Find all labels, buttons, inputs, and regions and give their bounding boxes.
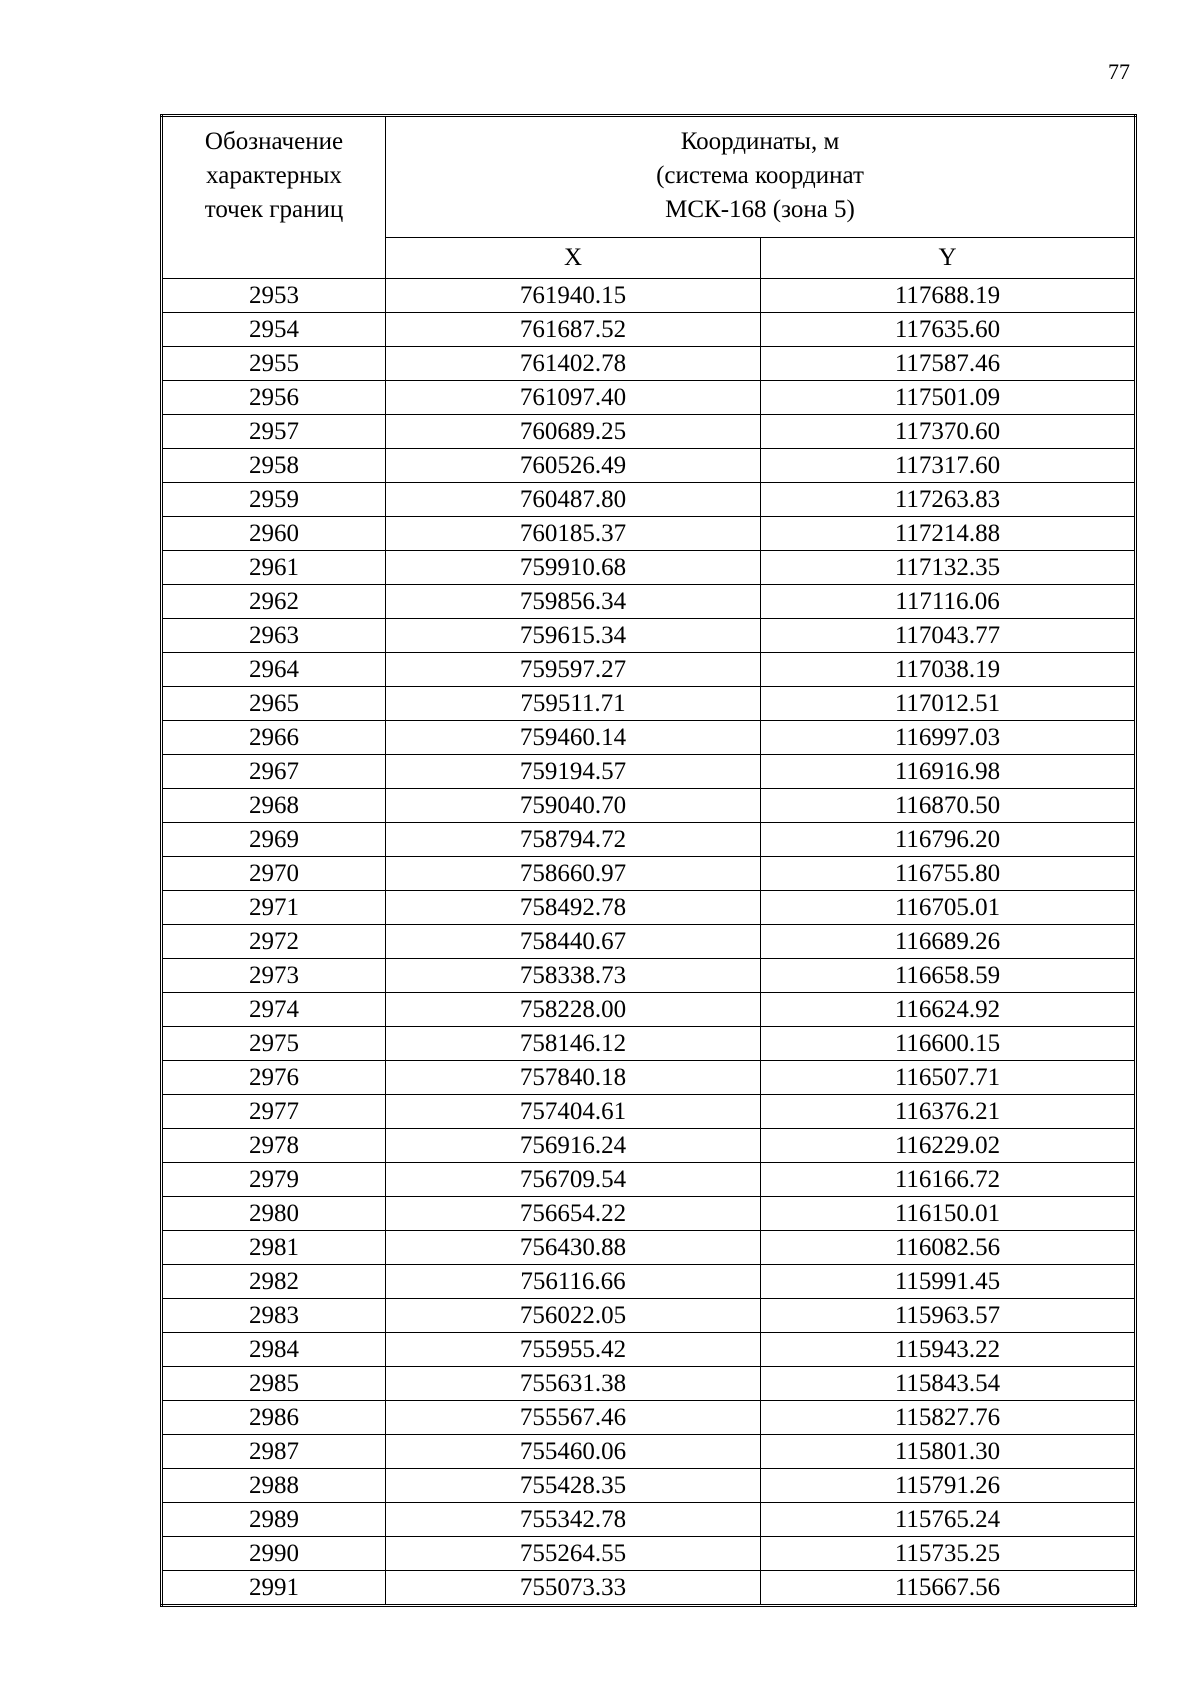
x-cell: 755460.06 <box>386 1435 761 1469</box>
y-cell: 117038.19 <box>761 653 1136 687</box>
x-cell: 759194.57 <box>386 755 761 789</box>
point-cell: 2964 <box>162 653 386 687</box>
x-cell: 757840.18 <box>386 1061 761 1095</box>
x-cell: 758338.73 <box>386 959 761 993</box>
x-cell: 755631.38 <box>386 1367 761 1401</box>
point-cell: 2985 <box>162 1367 386 1401</box>
x-cell: 756430.88 <box>386 1231 761 1265</box>
y-cell: 117587.46 <box>761 347 1136 381</box>
y-cell: 117116.06 <box>761 585 1136 619</box>
y-cell: 116997.03 <box>761 721 1136 755</box>
point-cell: 2968 <box>162 789 386 823</box>
y-cell: 116150.01 <box>761 1197 1136 1231</box>
table-row <box>162 1333 1136 1367</box>
table-row <box>162 653 1136 687</box>
point-cell: 2962 <box>162 585 386 619</box>
point-cell: 2983 <box>162 1299 386 1333</box>
x-cell: 760185.37 <box>386 517 761 551</box>
point-cell: 2988 <box>162 1469 386 1503</box>
point-cell: 2963 <box>162 619 386 653</box>
table-row <box>162 823 1136 857</box>
table-row <box>162 517 1136 551</box>
y-cell: 116755.80 <box>761 857 1136 891</box>
x-cell: 759040.70 <box>386 789 761 823</box>
y-cell: 117043.77 <box>761 619 1136 653</box>
y-cell: 116229.02 <box>761 1129 1136 1163</box>
point-cell: 2961 <box>162 551 386 585</box>
table-row <box>162 415 1136 449</box>
table-row <box>162 959 1136 993</box>
y-cell: 116507.71 <box>761 1061 1136 1095</box>
point-cell: 2990 <box>162 1537 386 1571</box>
x-cell: 755073.33 <box>386 1571 761 1606</box>
table-row <box>162 279 1136 313</box>
table-header-row <box>162 116 1136 238</box>
table-row <box>162 1265 1136 1299</box>
x-cell: 759856.34 <box>386 585 761 619</box>
point-cell: 2970 <box>162 857 386 891</box>
table-row <box>162 925 1136 959</box>
point-cell: 2978 <box>162 1129 386 1163</box>
point-cell: 2982 <box>162 1265 386 1299</box>
y-cell: 115963.57 <box>761 1299 1136 1333</box>
x-cell: 759511.71 <box>386 687 761 721</box>
y-column-header: Y <box>761 238 1136 279</box>
table-row <box>162 1367 1136 1401</box>
y-cell: 116870.50 <box>761 789 1136 823</box>
y-cell: 117370.60 <box>761 415 1136 449</box>
table-row <box>162 993 1136 1027</box>
point-cell: 2991 <box>162 1571 386 1606</box>
point-cell: 2956 <box>162 381 386 415</box>
coords-header-line: (система координат <box>656 162 864 189</box>
table-row <box>162 755 1136 789</box>
x-cell: 756022.05 <box>386 1299 761 1333</box>
y-cell: 115827.76 <box>761 1401 1136 1435</box>
x-cell: 760689.25 <box>386 415 761 449</box>
x-cell: 759460.14 <box>386 721 761 755</box>
coordinates-table <box>160 114 1137 1607</box>
table-row <box>162 1571 1136 1606</box>
x-cell: 755264.55 <box>386 1537 761 1571</box>
y-cell: 115735.25 <box>761 1537 1136 1571</box>
x-cell: 755955.42 <box>386 1333 761 1367</box>
y-cell: 116624.92 <box>761 993 1136 1027</box>
point-cell: 2971 <box>162 891 386 925</box>
point-cell: 2981 <box>162 1231 386 1265</box>
point-cell: 2965 <box>162 687 386 721</box>
table-row <box>162 891 1136 925</box>
table-row <box>162 551 1136 585</box>
table-body <box>162 279 1136 1606</box>
table-row <box>162 1027 1136 1061</box>
point-header-line: характерных <box>206 162 342 189</box>
x-cell: 758228.00 <box>386 993 761 1027</box>
y-cell: 115667.56 <box>761 1571 1136 1606</box>
point-cell: 2955 <box>162 347 386 381</box>
coords-header-line: Координаты, м <box>680 128 840 155</box>
x-cell: 758440.67 <box>386 925 761 959</box>
point-cell: 2969 <box>162 823 386 857</box>
x-cell: 757404.61 <box>386 1095 761 1129</box>
point-cell: 2979 <box>162 1163 386 1197</box>
table-row <box>162 449 1136 483</box>
x-cell: 756654.22 <box>386 1197 761 1231</box>
x-cell: 755342.78 <box>386 1503 761 1537</box>
table-row <box>162 789 1136 823</box>
x-cell: 759597.27 <box>386 653 761 687</box>
table-row <box>162 1061 1136 1095</box>
table-row <box>162 1095 1136 1129</box>
point-cell: 2960 <box>162 517 386 551</box>
y-cell: 116166.72 <box>761 1163 1136 1197</box>
point-cell: 2958 <box>162 449 386 483</box>
table-row <box>162 1231 1136 1265</box>
y-cell: 115801.30 <box>761 1435 1136 1469</box>
point-cell: 2977 <box>162 1095 386 1129</box>
point-cell: 2986 <box>162 1401 386 1435</box>
y-cell: 115843.54 <box>761 1367 1136 1401</box>
point-cell: 2980 <box>162 1197 386 1231</box>
x-cell: 761097.40 <box>386 381 761 415</box>
y-cell: 117635.60 <box>761 313 1136 347</box>
y-cell: 115991.45 <box>761 1265 1136 1299</box>
coordinates-column-header <box>386 116 1136 238</box>
point-cell: 2966 <box>162 721 386 755</box>
x-cell: 759615.34 <box>386 619 761 653</box>
table-row <box>162 1503 1136 1537</box>
x-cell: 761687.52 <box>386 313 761 347</box>
x-cell: 755567.46 <box>386 1401 761 1435</box>
x-cell: 756709.54 <box>386 1163 761 1197</box>
table-row <box>162 347 1136 381</box>
x-cell: 759910.68 <box>386 551 761 585</box>
table-row <box>162 1435 1136 1469</box>
table-row <box>162 585 1136 619</box>
x-cell: 761402.78 <box>386 347 761 381</box>
point-cell: 2976 <box>162 1061 386 1095</box>
table-row <box>162 1537 1136 1571</box>
table-row <box>162 687 1136 721</box>
y-cell: 117501.09 <box>761 381 1136 415</box>
x-cell: 760487.80 <box>386 483 761 517</box>
point-cell: 2973 <box>162 959 386 993</box>
point-column-header <box>162 116 386 279</box>
point-cell: 2959 <box>162 483 386 517</box>
x-cell: 758146.12 <box>386 1027 761 1061</box>
x-cell: 756116.66 <box>386 1265 761 1299</box>
y-cell: 115943.22 <box>761 1333 1136 1367</box>
y-cell: 116658.59 <box>761 959 1136 993</box>
table-row <box>162 1469 1136 1503</box>
table-row <box>162 483 1136 517</box>
x-column-header: X <box>386 238 761 279</box>
x-cell: 758660.97 <box>386 857 761 891</box>
coords-header-line: МСК-168 (зона 5) <box>665 196 855 223</box>
x-cell: 760526.49 <box>386 449 761 483</box>
y-cell: 116689.26 <box>761 925 1136 959</box>
y-cell: 115765.24 <box>761 1503 1136 1537</box>
point-cell: 2954 <box>162 313 386 347</box>
point-cell: 2975 <box>162 1027 386 1061</box>
y-cell: 116916.98 <box>761 755 1136 789</box>
table-row <box>162 1299 1136 1333</box>
point-cell: 2974 <box>162 993 386 1027</box>
y-cell: 117688.19 <box>761 279 1136 313</box>
point-cell: 2957 <box>162 415 386 449</box>
y-cell: 116600.15 <box>761 1027 1136 1061</box>
point-cell: 2967 <box>162 755 386 789</box>
table-row <box>162 721 1136 755</box>
y-cell: 116376.21 <box>761 1095 1136 1129</box>
table-row <box>162 1163 1136 1197</box>
table-row <box>162 619 1136 653</box>
table-row <box>162 313 1136 347</box>
x-cell: 761940.15 <box>386 279 761 313</box>
table-row <box>162 857 1136 891</box>
x-cell: 755428.35 <box>386 1469 761 1503</box>
y-cell: 117317.60 <box>761 449 1136 483</box>
x-cell: 758794.72 <box>386 823 761 857</box>
x-cell: 756916.24 <box>386 1129 761 1163</box>
point-header-line: точек границ <box>204 196 344 223</box>
y-cell: 117132.35 <box>761 551 1136 585</box>
page-number: 77 <box>1108 59 1130 84</box>
point-cell: 2984 <box>162 1333 386 1367</box>
y-cell: 116082.56 <box>761 1231 1136 1265</box>
point-cell: 2989 <box>162 1503 386 1537</box>
table-row <box>162 1197 1136 1231</box>
y-cell: 117012.51 <box>761 687 1136 721</box>
point-cell: 2972 <box>162 925 386 959</box>
table-row <box>162 1129 1136 1163</box>
y-cell: 115791.26 <box>761 1469 1136 1503</box>
y-cell: 116705.01 <box>761 891 1136 925</box>
y-cell: 117263.83 <box>761 483 1136 517</box>
x-cell: 758492.78 <box>386 891 761 925</box>
point-header-line: Обозначение <box>204 128 344 155</box>
point-cell: 2987 <box>162 1435 386 1469</box>
point-cell: 2953 <box>162 279 386 313</box>
y-cell: 116796.20 <box>761 823 1136 857</box>
table-row <box>162 1401 1136 1435</box>
y-cell: 117214.88 <box>761 517 1136 551</box>
table-row <box>162 381 1136 415</box>
